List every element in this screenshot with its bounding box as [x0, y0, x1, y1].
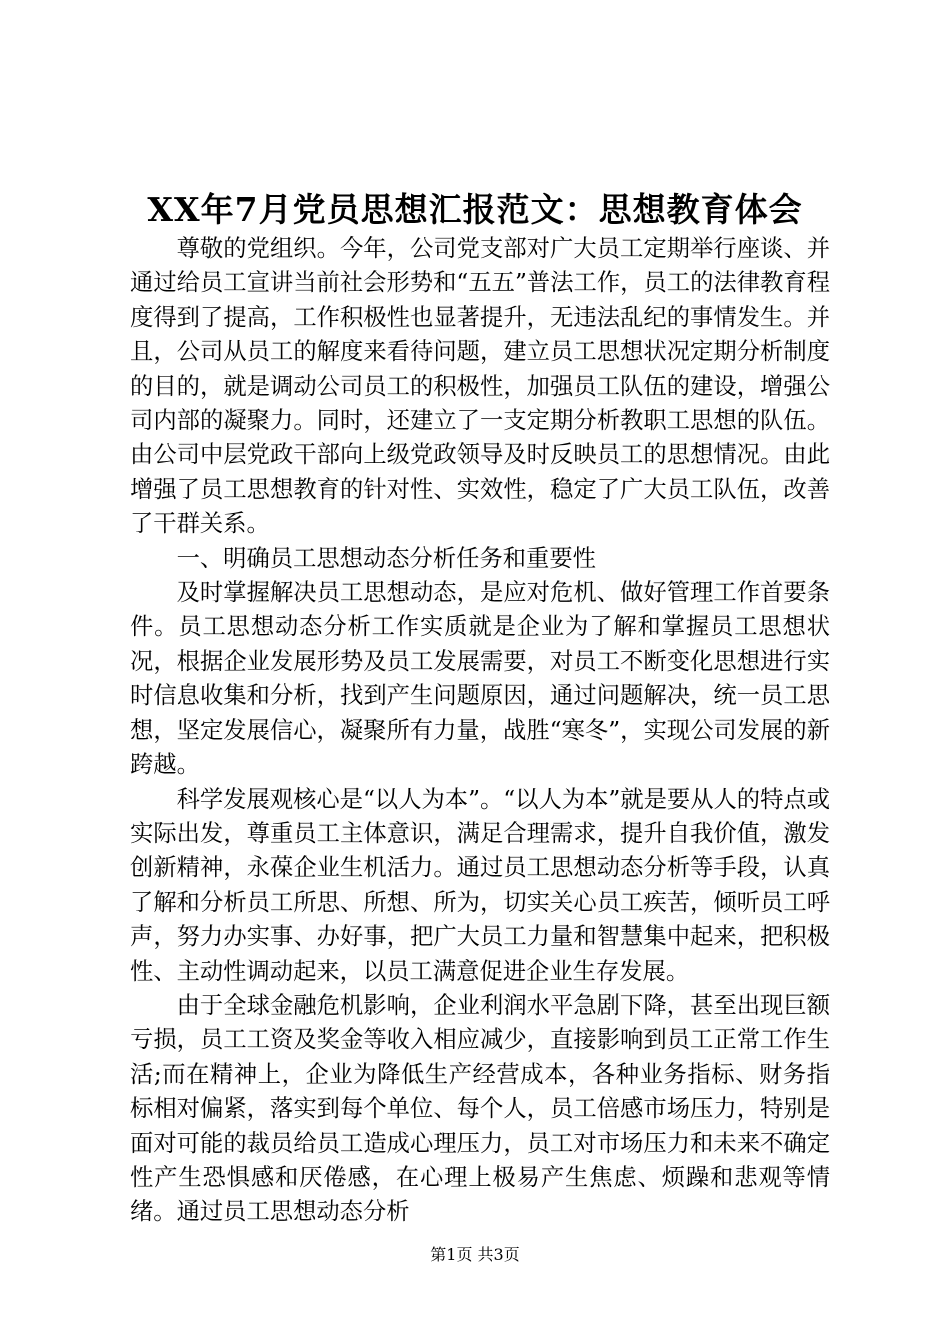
document-title: XX年7月党员思想汇报范文：思想教育体会 — [147, 190, 803, 229]
paragraph-people-oriented: 科学发展观核心是“以人为本”。“以人为本”就是要从人的特点或实际出发，尊重员工主体意识，满足合理需求，提升自我价值，激发创新精神，永葆企业生机活力。通过员工思想动态分析等手段，认真了解和分析员工所思、所想、所为，切实关心员工疾苦，倾听员工呼声，努力办实事、办好事，把广大员工力量和智慧集中起来，把积极性、主动性调动起来，以员工满意促进企业生存发展。 — [130, 785, 830, 985]
document-body — [130, 232, 830, 1230]
paragraph-financial-crisis: 由于全球金融危机影响，企业利润水平急剧下降，甚至出现巨额亏损，员工工资及奖金等收入相应减少，直接影响到员工正常工作生活;而在精神上，企业为降低生产经营成本，各种业务指标、财务指标相对偏紧，落实到每个单位、每个人，员工倍感市场压力，特别是面对可能的裁员给员工造成心理压力，员工对市场压力和未来不确定性产生恐惧感和厌倦感，在心理上极易产生焦虑、烦躁和悲观等情绪。通过员工思想动态分析 — [130, 991, 830, 1226]
paragraph-section-1: 及时掌握解决员工思想动态，是应对危机、做好管理工作首要条件。员工思想动态分析工作实质就是企业为了解和掌握员工思想状况，根据企业发展形势及员工发展需要，对员工不断变化思想进行实时信息收集和分析，找到产生问题原因，通过问题解决，统一员工思想，坚定发展信心，凝聚所有力量，战胜“寒冬”，实现公司发展的新跨越。 — [130, 579, 830, 779]
page-number-footer: 第1页 共3页 — [430, 1245, 520, 1264]
section-heading-1: 一、明确员工思想动态分析任务和重要性 — [176, 544, 596, 572]
paragraph-intro: 尊敬的党组织。今年，公司党支部对广大员工定期举行座谈、并通过给员工宣讲当前社会形势和“五五”普法工作，员工的法律教育程度得到了提高，工作积极性也显著提升，无违法乱纪的事情发生。并且，公司从员工的解度来看待问题，建立员工思想状况定期分析制度的目的，就是调动公司员工的积极性，加强员工队伍的建设，增强公司内部的凝聚力。同时，还建立了一支定期分析教职工思想的队伍。由公司中层党政干部向上级党政领导及时反映员工的思想情况。由此增强了员工思想教育的针对性、实效性，稳定了广大员工队伍，改善了干群关系。 — [130, 235, 830, 538]
